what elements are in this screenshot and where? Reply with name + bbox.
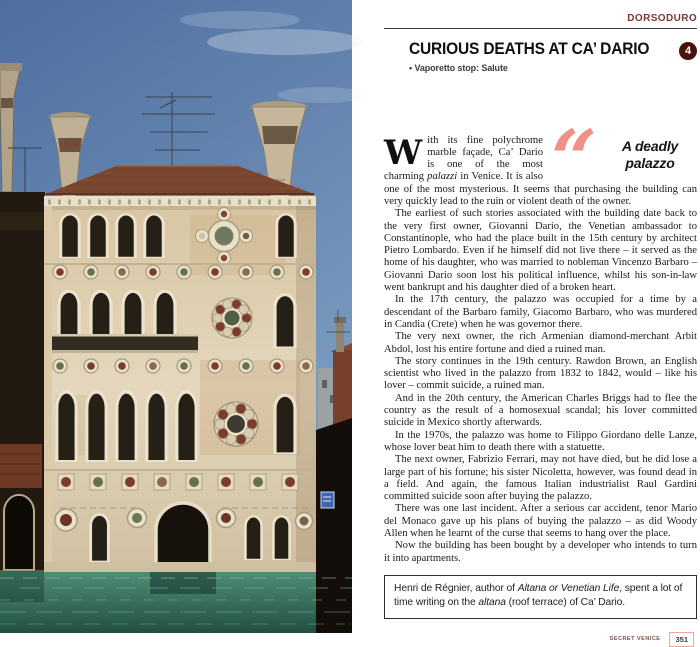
pullquote-text — [603, 138, 697, 173]
pullquote-line-2: palazzo — [625, 155, 675, 171]
section-row — [384, 0, 697, 26]
note-segment-italic: altana — [478, 596, 506, 608]
vaporetto-stop-line: • Vaporetto stop: Salute — [409, 62, 508, 73]
dropcap: W — [384, 132, 423, 173]
brand-label: SECRET VENICE — [609, 636, 661, 643]
note-segment: Henri de Régnier, author of — [394, 582, 518, 594]
body-paragraph: And in the 20th century, the American Charles Briggs had to flee the country as the result of a homosexual scandal; his lover committed suicide in Mexico shortly afterwards. — [384, 392, 697, 429]
body-paragraph: There was one last incident. After a serious car accident, tenor Mario del Monaco gave up his plans of buying the palazzo – as did Woody Allen when he learnt of the curse that seems to hang over the place. — [384, 503, 697, 539]
article-body — [384, 111, 697, 565]
title-block — [409, 41, 665, 73]
pullquote-block — [551, 111, 697, 206]
body-paragraph: In the 17th century, the palazzo was occupied for a time by a descendant of the Barbaro family, Giacomo Barbaro, who was murdered in Candia (Crete) when he was governor there. — [384, 294, 697, 330]
sidenote-box — [384, 575, 697, 619]
page-header — [384, 0, 697, 73]
intro-segment-italic: palazzi — [427, 171, 458, 183]
note-segment: , spent a lot of time writing on the — [394, 582, 683, 608]
body-paragraph: Now the building has been bought by a developer who intends to turn it into apartments. — [384, 540, 697, 564]
intro-segment: ith its fine polychrome marble façade, Ca’ Dario is one of the most charming — [384, 134, 543, 183]
quote-icon: “ — [551, 111, 592, 206]
note-segment: (roof terrace) of Ca’ Dario. — [505, 596, 626, 608]
page-footer — [384, 632, 697, 647]
intro-paragraph — [384, 111, 697, 209]
page-title: CURIOUS DEATHS AT CA’ DARIO — [409, 40, 650, 58]
section-label: DORSODURO — [627, 13, 697, 24]
ca-dario-photo-illustration — [0, 0, 352, 633]
intro-segment: in Venice. It is also one of the most mysterious. It seems that purchasing the building can very quickly lead to the ruin or violent death of the owner. — [384, 171, 697, 207]
body-paragraph: The next owner, Fabrizio Ferrari, may not have died, but he did lose a large part of his fortune; his sister Nicoletta, however, was found dead in a field. And again, the famous Italian industrialist Raul Gardini committed suicide soon after buying the palazzo. — [384, 454, 697, 503]
body-paragraph: The very next owner, the rich Armenian diamond-merchant Arbit Abdol, lost his entire fortune and died a ruined man. — [384, 331, 697, 355]
right-page — [384, 0, 697, 644]
note-segment-italic: Altana or Venetian Life — [517, 582, 620, 594]
map-marker-number-badge: 4 — [679, 42, 697, 60]
body-paragraph: In the 1970s, the palazzo was home to Filippo Giordano delle Lanze, whose lover beat him to death there with a statuette. — [384, 429, 697, 453]
body-paragraph: The earliest of such stories associated with the building date back to the very first owner, Giovanni Dario, the Venetian ambassador to Constantinople, who had the place built in the 15th century by architect Pietro Lombardo. Even if he himself did not live there – it served as the home of his daughter, who was married to nobleman Vincenzo Barbaro – Giovanni Dario soon lost his political influence, whilst his son-in-law went bankrupt and his daughter died of a broken heart. — [384, 208, 697, 294]
pullquote-line-1: A deadly — [621, 137, 679, 154]
page-number-box: 351 — [669, 632, 694, 647]
header-rule — [384, 28, 697, 29]
title-row — [384, 41, 697, 73]
body-paragraph: The story continues in the 19th century. Rawdon Brown, an English scientist who lived in the palazzo from 1832 to 1842, would – like his lover – commit suicide, a ruined man. — [384, 355, 697, 392]
ca-dario-photo — [0, 0, 352, 633]
